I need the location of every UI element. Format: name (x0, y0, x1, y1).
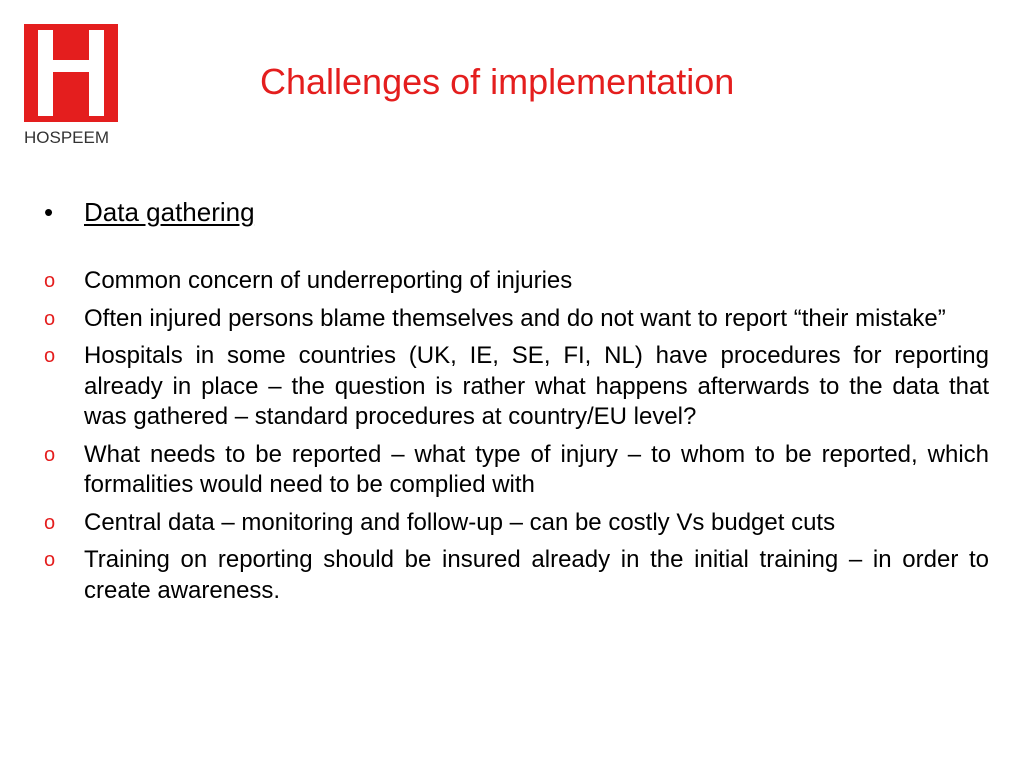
slide-title: Challenges of implementation (260, 61, 735, 102)
list-item-text: Central data – monitoring and follow-up – can be costly Vs budget cuts (84, 508, 836, 536)
slide-content (44, 194, 989, 613)
circle-bullet-icon: o (44, 511, 56, 534)
logo-text: HOSPEEM (24, 128, 110, 147)
circle-bullet-icon: o (44, 443, 56, 466)
bullet-list (44, 266, 989, 606)
list-item-text: Hospitals in some countries (UK, IE, SE, FI, NL) have procedures for reporting already in place – the question is rather what happens afterwards to the data that was gathered – standard procedures at country/EU level? (84, 342, 989, 430)
hospeem-logo-mark (24, 24, 118, 122)
list-item (44, 508, 989, 539)
list-item (44, 440, 989, 501)
section-heading-text: Data gathering (84, 197, 255, 227)
circle-bullet-icon: o (44, 270, 56, 292)
list-item-text: Training on reporting should be insured already in the initial training – in order to create awareness. (84, 546, 989, 604)
circle-bullet-icon: o (44, 307, 56, 330)
circle-bullet-icon: o (44, 549, 56, 571)
hospeem-logo (24, 24, 118, 150)
list-item (44, 266, 989, 297)
list-item (44, 341, 989, 433)
list-item-text: Common concern of underreporting of injuries (84, 267, 573, 294)
bullet-dot-icon: • (44, 197, 54, 227)
list-item (44, 304, 989, 335)
section-heading (44, 194, 989, 230)
circle-bullet-icon: o (44, 345, 56, 367)
list-item (44, 545, 989, 606)
list-item-text: What needs to be reported – what type of injury – to whom to be reported, which formalities would need to be complied with (84, 440, 989, 498)
list-item-text: Often injured persons blame themselves and do not want to report “their mistake” (84, 304, 946, 332)
